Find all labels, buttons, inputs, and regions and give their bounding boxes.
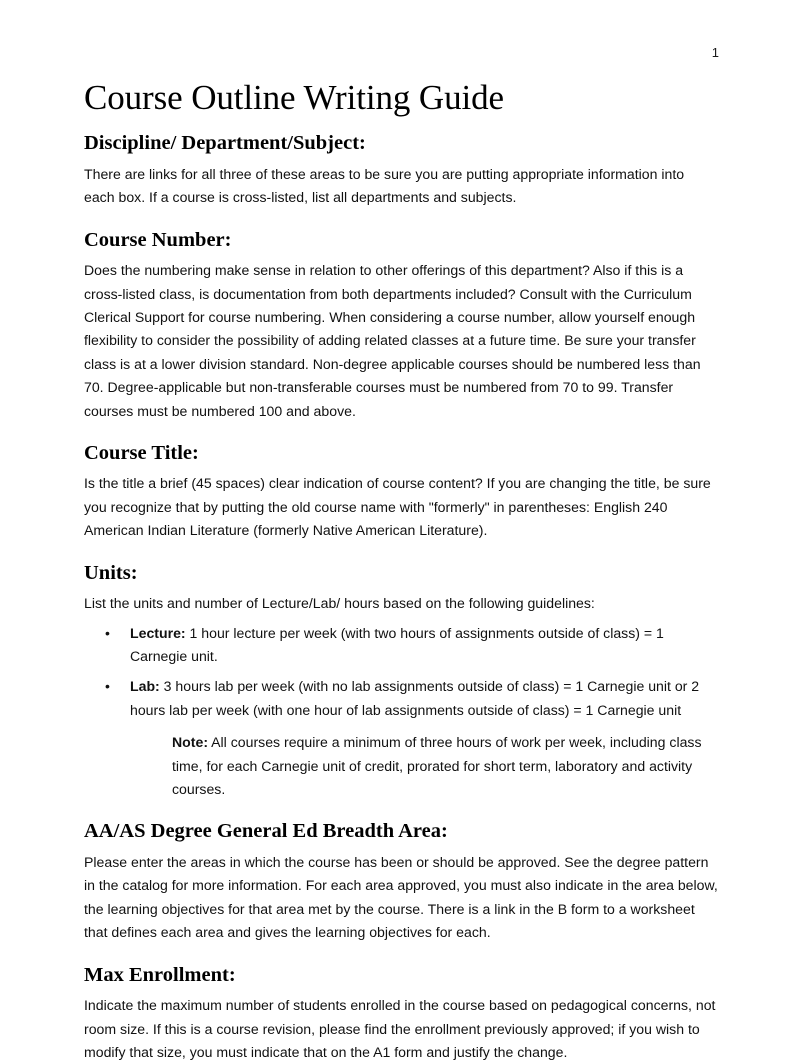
section-heading-breadth-area: AA/AS Degree General Ed Breadth Area: xyxy=(84,820,448,843)
section-paragraph-course-number: Does the numbering make sense in relation to other offerings of this department? Also if this is a cross-listed class, is documentation from both departments included? Consult with the Curriculum Clerical Support for course numbering. When considering a course number, allow yourself enough flexibility to consider the possibility of adding related classes at a future time. Be sure your transfer class is at a lower division standard. Non-degree applicable courses should be numbered less than 70. Degree-applicable but non-transferable courses must be numbered from 70 to 99. Transfer courses must be numbered 100 and above. xyxy=(84,262,701,419)
list-item-text: 1 hour lecture per week (with two hours of assignments outside of class) = 1 Carnegie unit. xyxy=(130,624,664,665)
list-item-text: 3 hours lab per week (with no lab assignments outside of class) = 1 Carnegie unit or 2 hours lab per week (with one hour of lab assignments outside of class) = 1 Carnegie unit xyxy=(130,678,700,718)
bullet-icon: • xyxy=(105,624,110,641)
section-units xyxy=(84,561,718,802)
section-paragraph-max-enrollment: Indicate the maximum number of students enrolled in the course based on pedagogical concerns, not room size. If this is a course revision, please find the enrollment previously approved; if you wish to modify that size, you must indicate that on the A1 form and justify the change. xyxy=(84,997,716,1060)
section-heading-units: Units: xyxy=(84,561,138,584)
page-title: Course Outline Writing Guide xyxy=(84,78,504,117)
list-item xyxy=(84,675,718,722)
document-body xyxy=(84,78,718,1064)
section-intro-units: List the units and number of Lecture/Lab/ hours based on the following guidelines: xyxy=(84,595,595,612)
note-lead-in: Note: xyxy=(172,734,209,751)
section-course-title xyxy=(84,441,718,543)
section-breadth-area xyxy=(84,819,718,944)
section-heading-course-title: Course Title: xyxy=(84,441,199,464)
section-course-number xyxy=(84,228,718,423)
bullet-icon: • xyxy=(105,678,110,695)
section-discipline xyxy=(84,131,718,209)
list-item-lead-in: Lab: xyxy=(130,678,160,695)
section-heading-discipline: Discipline/ Department/Subject: xyxy=(84,132,366,155)
note-text: All courses require a minimum of three hours of work per week, including class time, for each Carnegie unit of credit, prorated for short term, laboratory and activity courses. xyxy=(172,734,702,797)
list-item-lead-in: Lecture: xyxy=(130,624,186,641)
list-item xyxy=(84,622,718,669)
section-paragraph-discipline: There are links for all three of these areas to be sure you are putting appropriate information into each box. If a course is cross-listed, list all departments and subjects. xyxy=(84,165,685,206)
page-number: 1 xyxy=(711,45,719,60)
section-max-enrollment xyxy=(84,963,718,1064)
units-note xyxy=(172,731,718,801)
section-heading-max-enrollment: Max Enrollment: xyxy=(84,963,236,986)
section-heading-course-number: Course Number: xyxy=(84,228,232,251)
section-paragraph-course-title: Is the title a brief (45 spaces) clear indication of course content? If you are changing the title, be sure you recognize that by putting the old course name with "formerly" in parentheses: English 240 American Indian Literature (formerly Native American Literature). xyxy=(84,475,711,539)
section-paragraph-breadth-area: Please enter the areas in which the course has been or should be approved. See the degree pattern in the catalog for more information. For each area approved, you must also indicate in the area below, the learning objectives for that area met by the course. There is a link in the B form to a worksheet that defines each area and gives the learning objectives for each. xyxy=(84,853,718,941)
units-bullet-list xyxy=(84,622,718,723)
